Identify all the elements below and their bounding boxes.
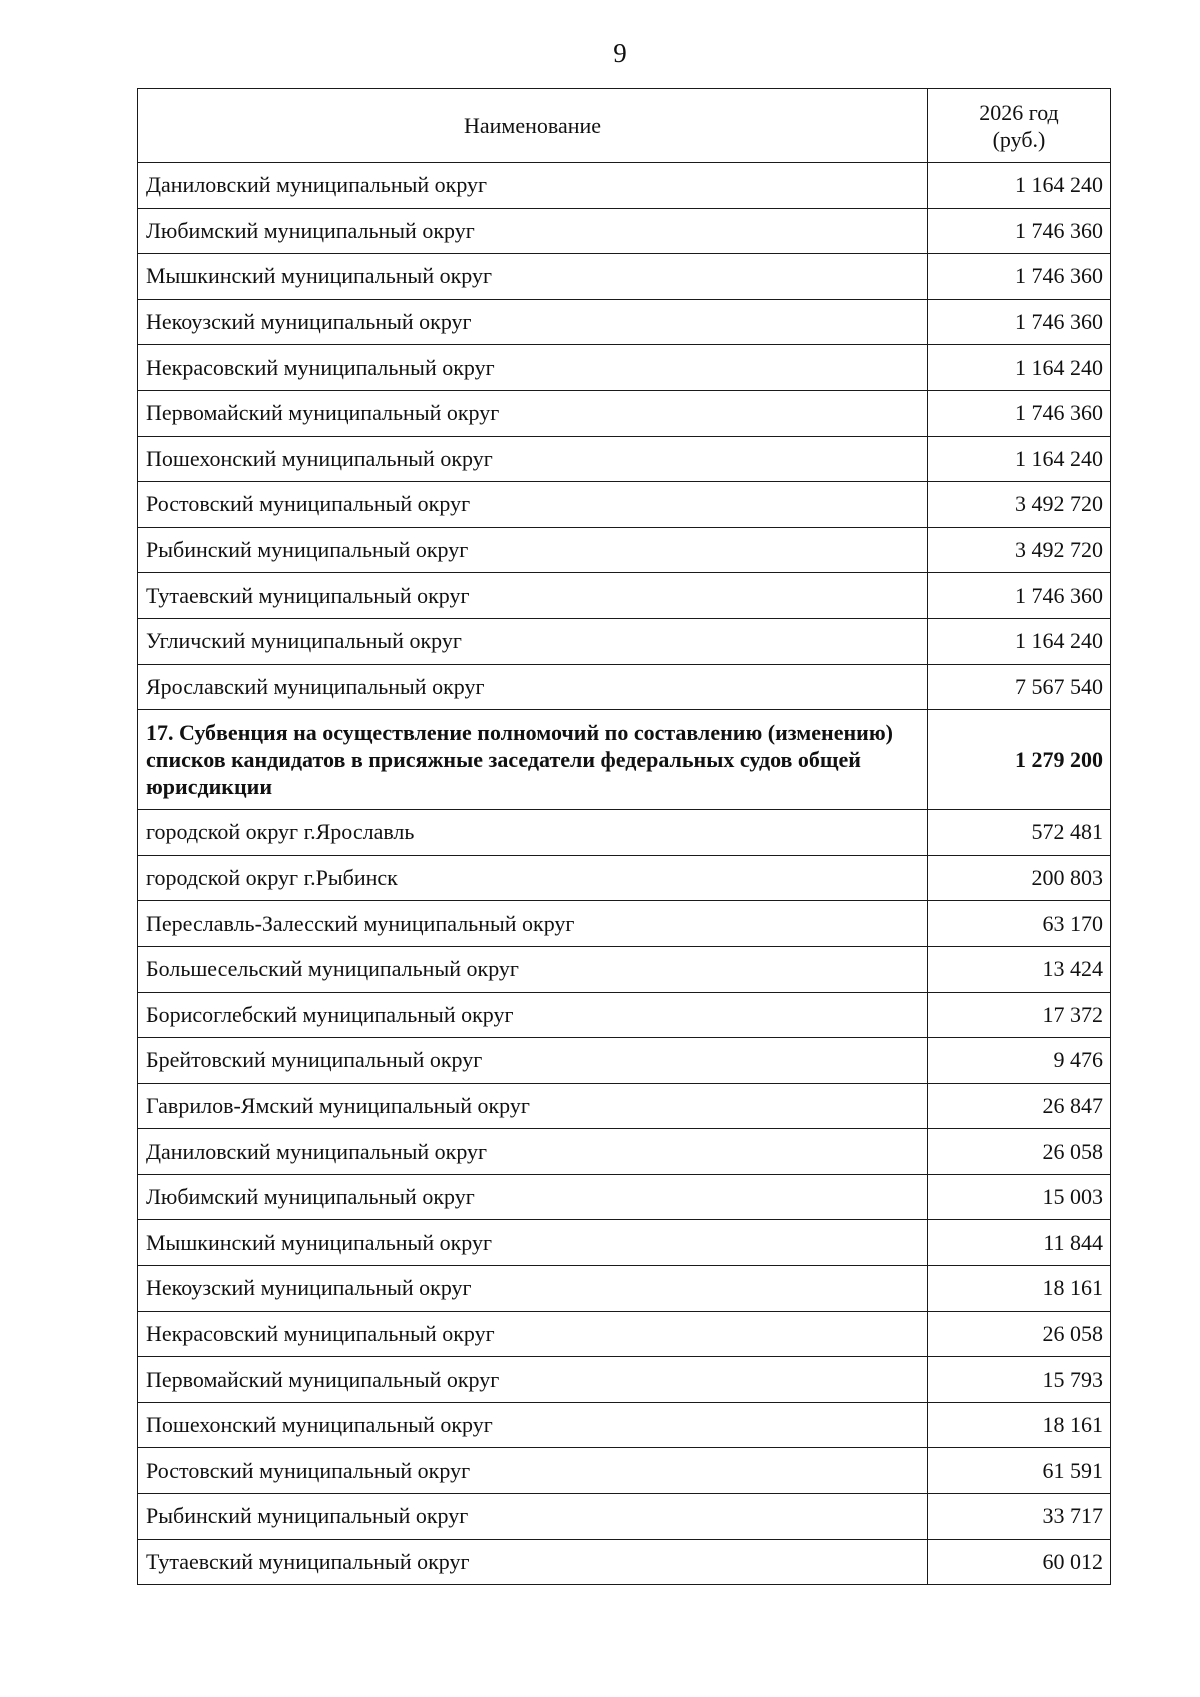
section-total: 1 279 200 — [928, 710, 1111, 810]
row-value: 1 746 360 — [928, 299, 1111, 345]
row-value: 1 746 360 — [928, 254, 1111, 300]
row-value: 18 161 — [928, 1266, 1111, 1312]
table-row — [138, 1266, 1111, 1312]
row-value: 3 492 720 — [928, 527, 1111, 573]
table-row — [138, 901, 1111, 947]
row-name: Мышкинский муниципальный округ — [138, 1220, 928, 1266]
row-name: Борисоглебский муниципальный округ — [138, 992, 928, 1038]
table-row — [138, 855, 1111, 901]
row-value: 572 481 — [928, 810, 1111, 856]
table-row — [138, 345, 1111, 391]
row-value: 1 164 240 — [928, 436, 1111, 482]
subsidy-table — [137, 88, 1111, 1585]
row-value: 33 717 — [928, 1494, 1111, 1540]
row-value: 1 746 360 — [928, 573, 1111, 619]
row-value: 1 746 360 — [928, 208, 1111, 254]
row-name: Первомайский муниципальный округ — [138, 1357, 928, 1403]
table-row — [138, 1311, 1111, 1357]
row-name: Ростовский муниципальный округ — [138, 1448, 928, 1494]
row-value: 15 003 — [928, 1174, 1111, 1220]
table-row — [138, 946, 1111, 992]
row-name: Даниловский муниципальный округ — [138, 163, 928, 209]
row-name: Первомайский муниципальный округ — [138, 390, 928, 436]
row-name: Даниловский муниципальный округ — [138, 1129, 928, 1175]
section-title: 17. Субвенция на осуществление полномочий по составлению (изменению) списков кандидатов в присяжные заседатели федеральных судов общей юрисдикции — [138, 710, 928, 810]
row-value: 1 164 240 — [928, 345, 1111, 391]
table-row — [138, 618, 1111, 664]
row-value: 1 746 360 — [928, 390, 1111, 436]
table-row — [138, 1174, 1111, 1220]
row-value: 9 476 — [928, 1038, 1111, 1084]
table-row — [138, 208, 1111, 254]
row-name: Пошехонский муниципальный округ — [138, 436, 928, 482]
row-name: Ростовский муниципальный округ — [138, 482, 928, 528]
row-value: 26 058 — [928, 1311, 1111, 1357]
table-row — [138, 810, 1111, 856]
row-name: Брейтовский муниципальный округ — [138, 1038, 928, 1084]
table-row — [138, 482, 1111, 528]
table-row — [138, 1402, 1111, 1448]
row-name: Переславль-Залесский муниципальный округ — [138, 901, 928, 947]
row-value: 26 058 — [928, 1129, 1111, 1175]
row-value: 3 492 720 — [928, 482, 1111, 528]
table-section-block — [138, 710, 1111, 810]
table-row — [138, 1539, 1111, 1585]
row-name: Тутаевский муниципальный округ — [138, 1539, 928, 1585]
row-value: 17 372 — [928, 992, 1111, 1038]
table-row — [138, 1357, 1111, 1403]
row-name: Пошехонский муниципальный округ — [138, 1402, 928, 1448]
column-header-year: 2026 год — [979, 99, 1059, 125]
row-value: 200 803 — [928, 855, 1111, 901]
row-value: 13 424 — [928, 946, 1111, 992]
row-name: Большесельский муниципальный округ — [138, 946, 928, 992]
row-name: Некрасовский муниципальный округ — [138, 345, 928, 391]
table-row — [138, 527, 1111, 573]
row-value: 11 844 — [928, 1220, 1111, 1266]
row-value: 60 012 — [928, 1539, 1111, 1585]
table-row — [138, 254, 1111, 300]
row-name: городской округ г.Рыбинск — [138, 855, 928, 901]
table-row — [138, 390, 1111, 436]
row-name: Гаврилов-Ямский муниципальный округ — [138, 1083, 928, 1129]
row-name: Любимский муниципальный округ — [138, 208, 928, 254]
row-name: Некоузский муниципальный округ — [138, 1266, 928, 1312]
row-value: 1 164 240 — [928, 618, 1111, 664]
column-header-unit: (руб.) — [992, 126, 1046, 152]
row-name: Угличский муниципальный округ — [138, 618, 928, 664]
table-header-row — [138, 89, 1111, 163]
row-value: 26 847 — [928, 1083, 1111, 1129]
page-number: 9 — [613, 38, 627, 68]
row-name: Некоузский муниципальный округ — [138, 299, 928, 345]
column-header-value — [928, 89, 1111, 163]
table-row — [138, 664, 1111, 710]
row-name: Рыбинский муниципальный округ — [138, 527, 928, 573]
row-value: 63 170 — [928, 901, 1111, 947]
column-header-name: Наименование — [138, 89, 928, 163]
table-row — [138, 992, 1111, 1038]
table-row — [138, 163, 1111, 209]
table-row — [138, 1494, 1111, 1540]
row-name: Тутаевский муниципальный округ — [138, 573, 928, 619]
table-row — [138, 573, 1111, 619]
row-name: городской округ г.Ярославль — [138, 810, 928, 856]
table-row — [138, 299, 1111, 345]
table-row — [138, 1129, 1111, 1175]
section-row — [138, 710, 1111, 810]
row-value: 18 161 — [928, 1402, 1111, 1448]
table-row — [138, 436, 1111, 482]
table-row — [138, 1038, 1111, 1084]
row-value: 15 793 — [928, 1357, 1111, 1403]
table-row — [138, 1220, 1111, 1266]
row-name: Мышкинский муниципальный округ — [138, 254, 928, 300]
table-row — [138, 1448, 1111, 1494]
table-body-part-b — [138, 810, 1111, 1585]
table-row — [138, 1083, 1111, 1129]
row-name: Некрасовский муниципальный округ — [138, 1311, 928, 1357]
row-value: 1 164 240 — [928, 163, 1111, 209]
table-body-part-a — [138, 163, 1111, 710]
row-name: Любимский муниципальный округ — [138, 1174, 928, 1220]
row-name: Ярославский муниципальный округ — [138, 664, 928, 710]
row-name: Рыбинский муниципальный округ — [138, 1494, 928, 1540]
row-value: 61 591 — [928, 1448, 1111, 1494]
row-value: 7 567 540 — [928, 664, 1111, 710]
